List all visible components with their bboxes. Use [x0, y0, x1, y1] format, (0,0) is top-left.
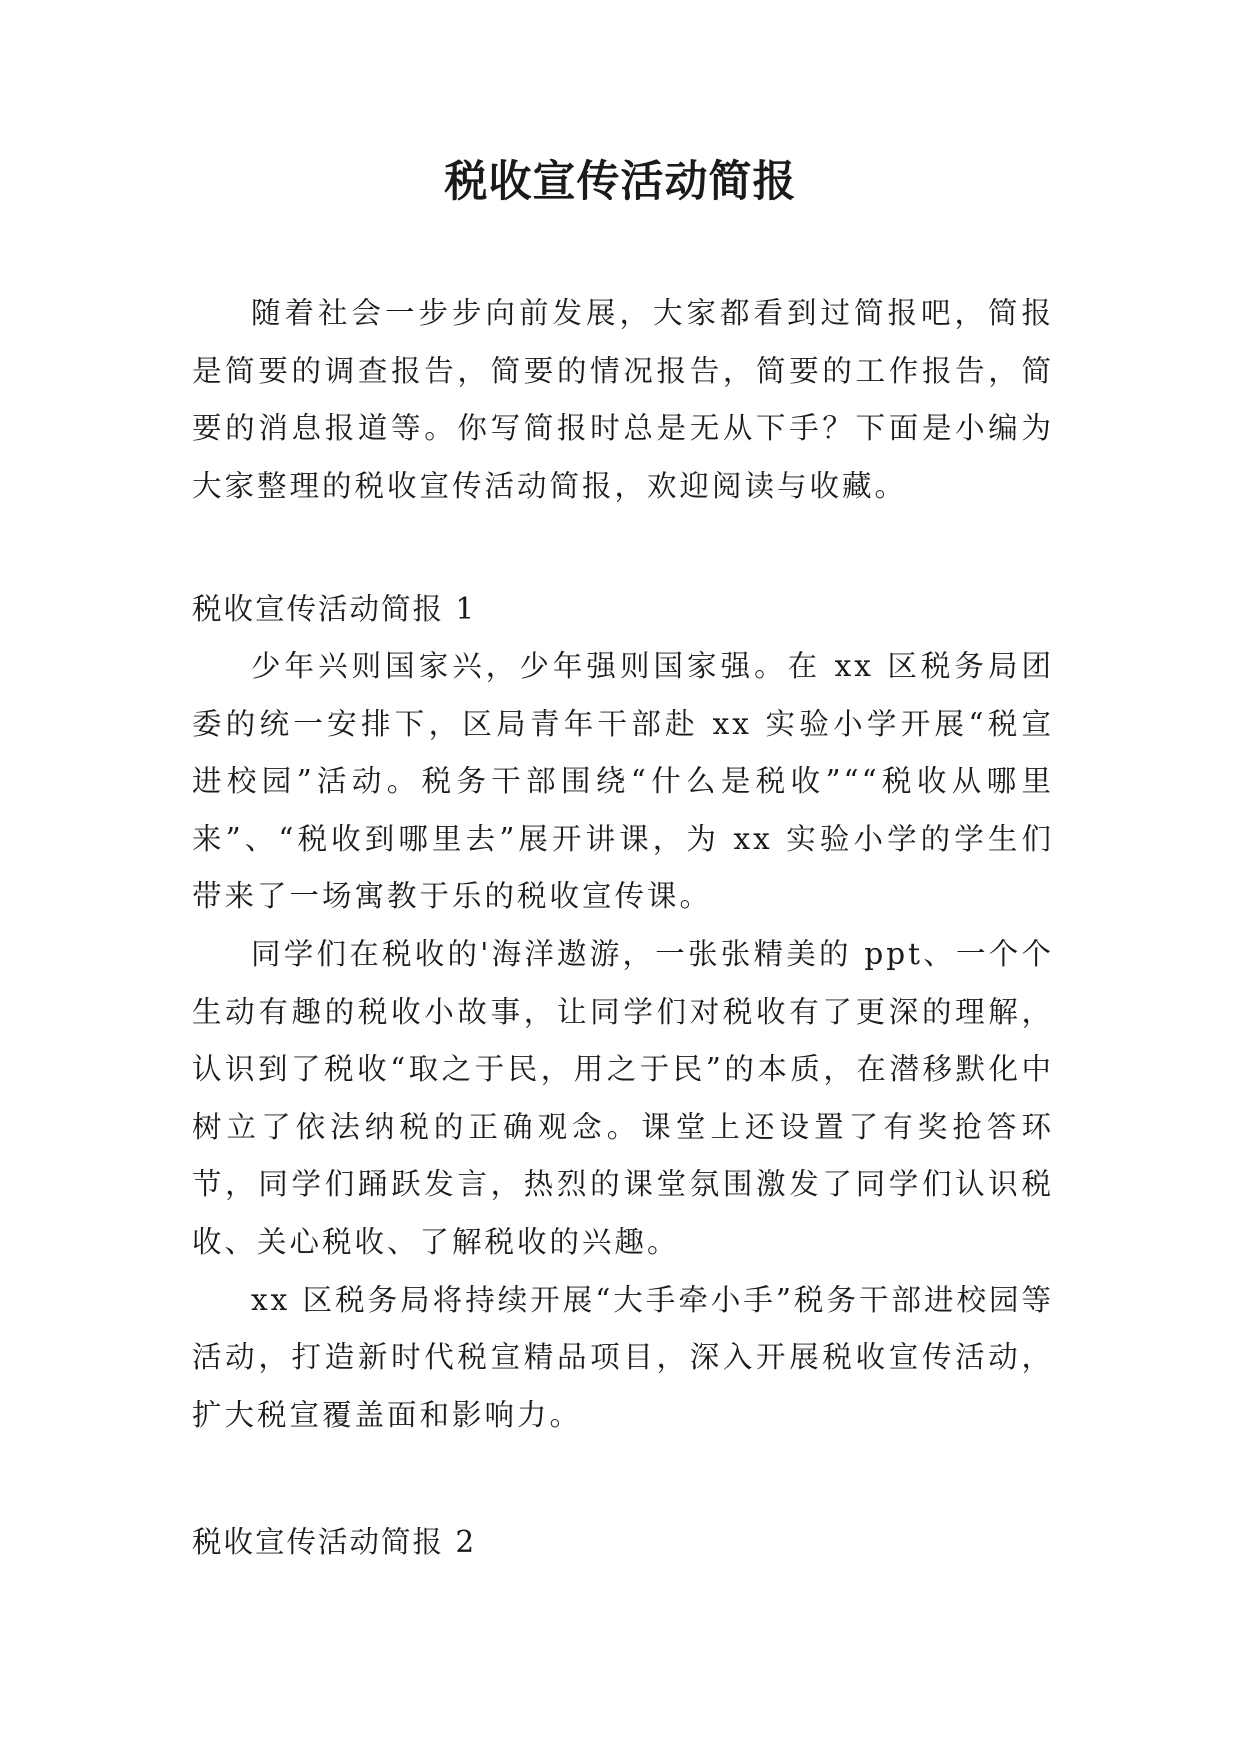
section-1-body — [192, 638, 1054, 1444]
section-1-paragraph-2: 同学们在税收的'海洋遨游，一张张精美的 ppt、一个个生动有趣的税收小故事，让同学们对税收有了更深的理解，认识到了税收“取之于民，用之于民”的本质，在潜移默化中树立了依法纳税的正确观念。课堂上还设置了有奖抢答环节，同学们踊跃发言，热烈的课堂氛围激发了同学们认识税收、关心税收、了解税收的兴趣。 — [192, 936, 1054, 1259]
document-title: 税收宣传活动简报 — [444, 157, 797, 207]
section-2-header — [192, 1514, 1054, 1572]
section-1-header — [192, 581, 1054, 639]
intro-section — [192, 285, 1054, 515]
section-1-paragraph-1: 少年兴则国家兴，少年强则国家强。在 xx 区税务局团委的统一安排下，区局青年干部赴 xx 实验小学开展“税宣进校园”活动。税务干部围绕“什么是税收”““税收从哪里来”、“税收到哪里去”展开讲课，为 xx 实验小学的学生们带来了一场寓教于乐的税收宣传课。 — [192, 649, 1054, 914]
section-1-paragraph-3: xx 区税务局将持续开展“大手牵小手”税务干部进校园等活动，打造新时代税宣精品项目，深入开展税收宣传活动，扩大税宣覆盖面和影响力。 — [192, 1282, 1054, 1432]
section-2-heading: 税收宣传活动简报 2 — [192, 1525, 477, 1559]
section-1-heading: 税收宣传活动简报 1 — [192, 592, 477, 626]
intro-paragraph: 随着社会一步步向前发展，大家都看到过简报吧，简报是简要的调查报告，简要的情况报告，简要的工作报告，简要的消息报道等。你写简报时总是无从下手？下面是小编为大家整理的税收宣传活动简报，欢迎阅读与收藏。 — [192, 296, 1054, 503]
